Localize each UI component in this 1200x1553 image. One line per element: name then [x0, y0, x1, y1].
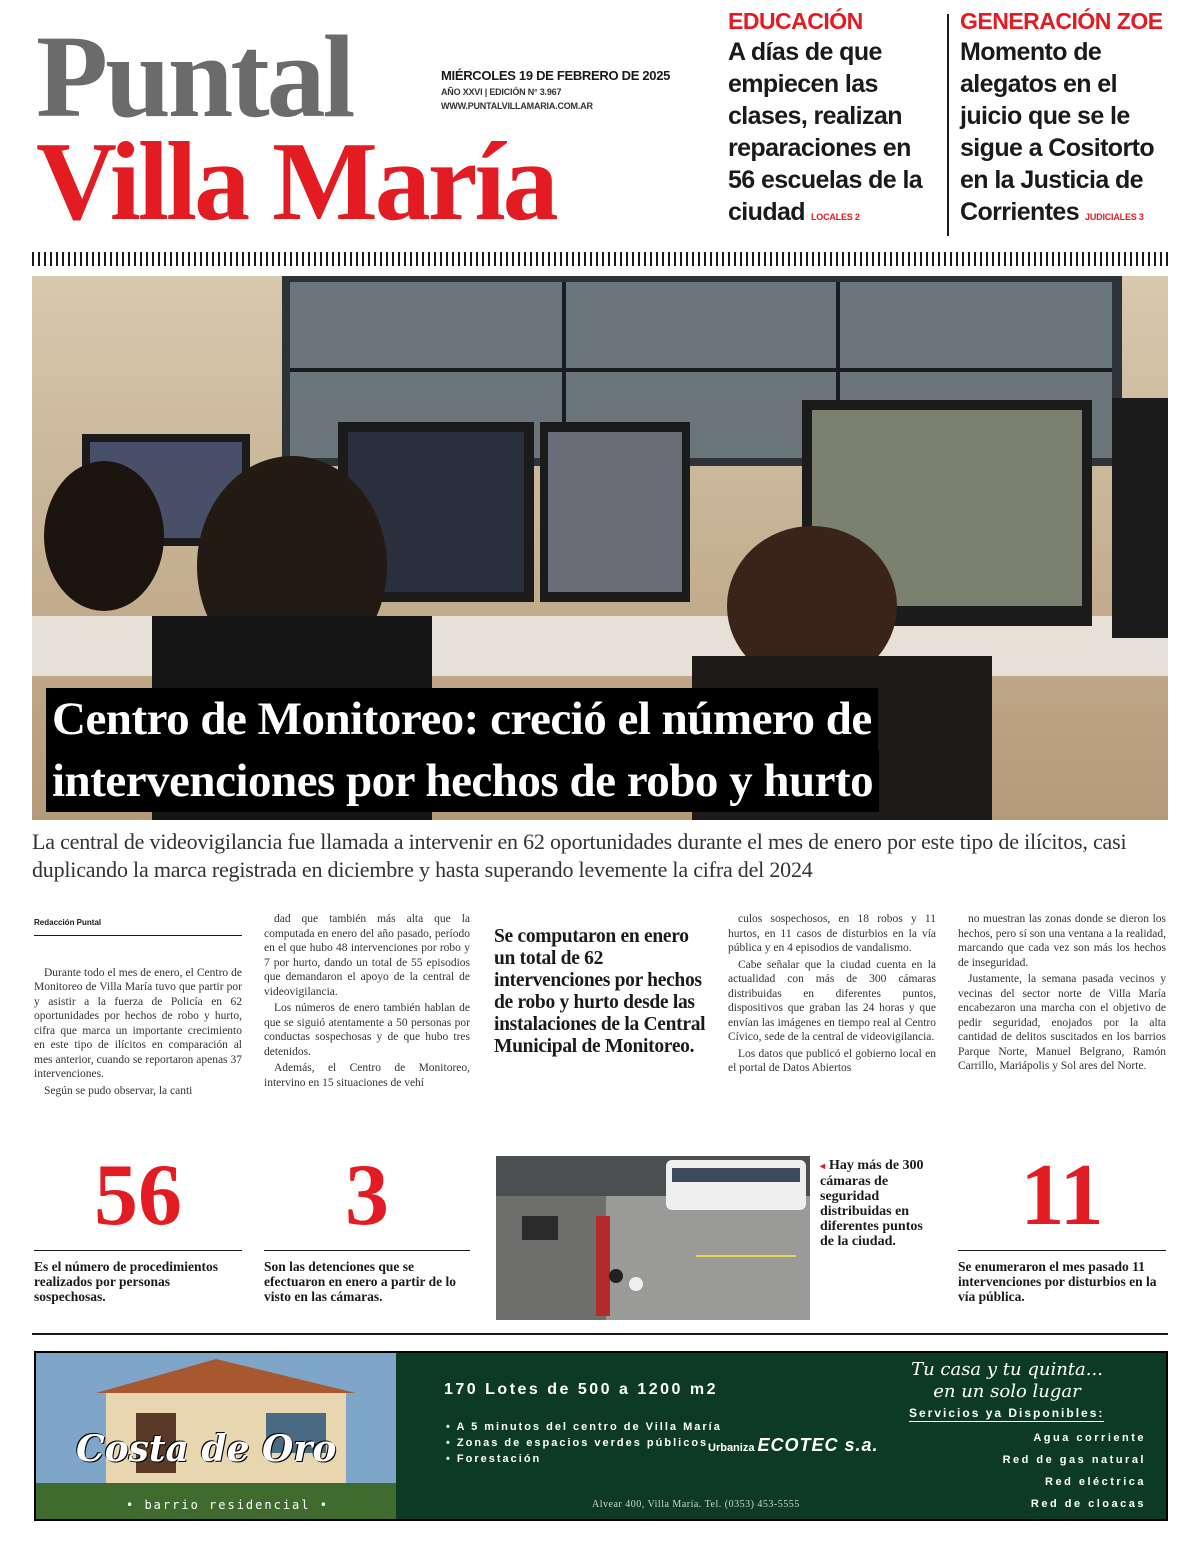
teaser-section-ref: JUDICIALES 3	[1085, 211, 1144, 222]
ad-feature-item: • Zonas de espacios verdes públicos	[446, 1435, 722, 1451]
stat-text: Son las detenciones que se efectuaron en enero a partir de lo visto en las cámaras.	[264, 1259, 456, 1304]
ad-lots-headline: 170 Lotes de 500 a 1200 m2	[444, 1381, 719, 1398]
ad-tagline-line: en un solo lugar	[933, 1381, 1081, 1402]
teaser-kicker: GENERACIÓN ZOE	[960, 8, 1163, 34]
dashed-separator	[32, 252, 1168, 266]
byline: Redacción Puntal	[34, 912, 242, 936]
article-paragraph: Justamente, la semana pasada vecinos y vecinas del sector norte de Villa María encabezaron una marcha con el objetivo de pedir seguridad, enojados por la alta cantidad de delitos suscitados en los barrios Parque Norte, Manuel Belgrano, Ramón Carrillo, Mariápolis y Sol ares del Norte.	[958, 973, 1166, 1072]
ad-service-item: Red eléctrica	[1045, 1476, 1146, 1488]
website-link[interactable]: WWW.PUNTALVILLAMARIA.COM.AR	[441, 101, 593, 111]
issue-date: MIÉRCOLES 19 DE FEBRERO DE 2025	[441, 68, 671, 83]
masthead	[36, 11, 676, 244]
bus-terminal-illustration	[496, 1156, 810, 1320]
ad-service-item: Red de cloacas	[1030, 1498, 1146, 1510]
teaser-section-ref: LOCALES 2	[810, 211, 860, 222]
ad-developer-logo: ECOTEC s.a.	[757, 1435, 879, 1455]
bus-terminal-camera-photo	[496, 1156, 810, 1320]
stat-rule	[34, 1250, 242, 1251]
stat-number: 3	[345, 1147, 389, 1244]
stat-text: Se enumeraron el mes pasado 11 intervenciones por disturbios en la vía pública.	[958, 1259, 1157, 1304]
teaser-headline-text: Momento de alegatos en el juicio que se le sigue a Cositorto en la Justicia de Corrientes	[960, 37, 1154, 226]
article-paragraph: Según se pudo observar, la canti	[44, 1084, 193, 1097]
teaser-generacion-zoe[interactable]	[960, 8, 1165, 233]
article-paragraph: Los números de enero también hablan de que se siguió atentamente a 50 personas por conductas sospechosas y de que hubo tres detenidos.	[264, 1002, 470, 1058]
masthead-title-villa-maria: Villa María	[36, 120, 556, 244]
article-paragraph: dad que también más alta que la computada en enero del año pasado, período en el que hubo 48 intervenciones por robo y 7 por hurto, dando un total de 55 episodios que demandaron el apoyo de la central de videovigilancia.	[264, 913, 470, 998]
stat-box-detentions	[264, 1147, 470, 1304]
stat-rule	[264, 1250, 470, 1251]
ad-brand-logo: Costa de Oro	[76, 1428, 337, 1470]
ad-service-item: Agua corriente	[1033, 1432, 1146, 1444]
teaser-kicker: EDUCACIÓN	[728, 8, 863, 34]
ad-separator	[32, 1333, 1168, 1335]
stat-rule	[958, 1250, 1166, 1251]
main-story-deck: La central de videovigilancia fue llamada a intervenir en 62 oportunidades durante el mes de enero por este tipo de ilícitos, casi duplicando la marca registrada en diciembre y hasta superando levemente la cifra del 2024	[32, 829, 1127, 882]
ad-address: Alvear 400, Villa María. Tel. (0353) 453-5555	[592, 1499, 800, 1510]
advertisement-costa-de-oro[interactable]	[34, 1351, 1168, 1521]
article-paragraph: Además, el Centro de Monitoreo, intervino en 15 situaciones de vehí	[264, 1062, 470, 1089]
ad-services-list	[1003, 1427, 1146, 1515]
article-column-5	[958, 912, 1166, 1127]
teaser-headline	[728, 36, 938, 233]
pull-quote: Se computaron en enero un total de 62 intervenciones por hechos de robo y hurto desde las instalaciones de la Central Municipal de Monitoreo.	[494, 926, 706, 1057]
caption-bullet-icon: ◂	[820, 1161, 826, 1172]
article-paragraph: no muestran las zonas donde se dieron los hechos, pero sí son una ventana a la realidad, marcando que cada vez son más los hechos de inseguridad.	[958, 913, 1166, 969]
article-column-2	[264, 912, 470, 1127]
ad-tagline	[872, 1359, 1142, 1403]
teaser-education[interactable]	[728, 8, 938, 233]
ad-service-item: Red de gas natural	[1002, 1454, 1146, 1466]
article-paragraph: culos sospechosos, en 18 robos y 11 hurtos, en 11 casos de disturbios en la vía pública y en 4 episodios de vandalismo.	[728, 913, 936, 954]
ad-features-list	[446, 1419, 722, 1467]
issue-edition: AÑO XXVI | EDICIÓN N° 3.967	[441, 87, 562, 97]
ad-urbaniza-label: Urbaniza	[708, 1442, 755, 1454]
ad-feature-item: • Forestación	[446, 1451, 722, 1467]
main-headline-line-2[interactable]: intervenciones por hechos de robo y hurto	[46, 750, 879, 812]
stat-box-procedures	[34, 1147, 242, 1304]
hero-photo-monitoring-center	[32, 276, 1168, 820]
ad-brand-subtitle: • barrio residencial •	[126, 1498, 329, 1512]
stat-text: Es el número de procedimientos realizados por personas sospechosas.	[34, 1259, 218, 1304]
stat-box-disturbances	[958, 1147, 1166, 1304]
column-divider	[947, 14, 949, 236]
main-headline-line-1[interactable]: Centro de Monitoreo: creció el número de	[46, 688, 878, 750]
article-column-4	[728, 912, 936, 1127]
stat-number: 11	[1020, 1147, 1104, 1244]
article-paragraph: Durante todo el mes de enero, el Centro de Monitoreo de Villa María tuvo que partir por y asistir a la fuerza de Policía en 62 oportunidades por hechos de robo y hurto, cifra que marca un importante crecimiento en este tipo de ilícitos en comparación al mes anterior, cuando se reportaron apenas 37 intervenciones.	[34, 966, 242, 1080]
photo-caption-text: Hay más de 300 cámaras de seguridad distribuidas en diferentes puntos de la ciudad.	[820, 1158, 924, 1249]
ad-services-title: Servicios ya Disponibles:	[909, 1406, 1105, 1420]
article-column-1	[34, 912, 242, 1127]
article-paragraph: Los datos que publicó el gobierno local en el portal de Datos Abiertos	[728, 1047, 936, 1074]
ad-tagline-line: Tu casa y tu quinta...	[911, 1359, 1103, 1380]
stat-number: 56	[94, 1147, 182, 1244]
masthead-meta	[441, 68, 681, 111]
ad-feature-item: • A 5 minutos del centro de Villa María	[446, 1419, 722, 1435]
article-paragraph: Cabe señalar que la ciudad cuenta en la actualidad con más de 300 cámaras distribuidas en diferentes puntos, dispositivos que graban las 24 horas y que envían las imágenes en tiempo real al Centro Cívico, sede de la central de videovigilancia.	[728, 958, 936, 1043]
teaser-headline-text: A días de que empiecen las clases, realizan reparaciones en 56 escuelas de la ciudad	[728, 37, 923, 226]
photo-caption	[820, 1158, 930, 1249]
teaser-headline	[960, 36, 1165, 233]
ad-developer	[708, 1435, 879, 1456]
masthead-title-puntal: Puntal	[36, 11, 353, 142]
